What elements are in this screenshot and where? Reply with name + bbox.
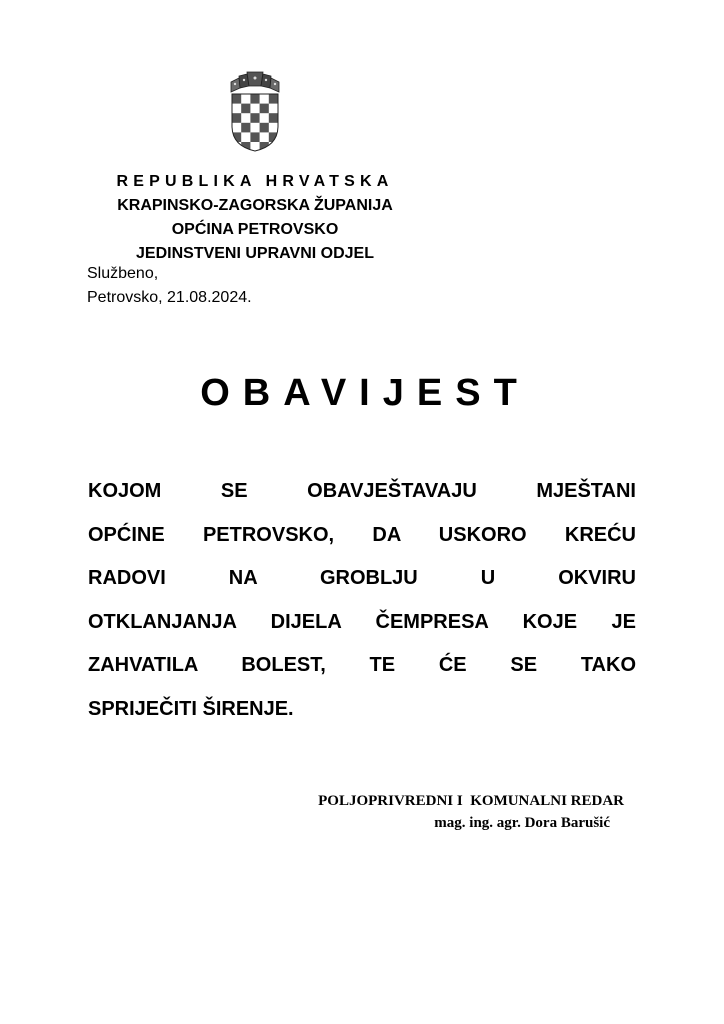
county-name: KRAPINSKO-ZAGORSKA ŽUPANIJA (117, 197, 393, 214)
place-date: Petrovsko, 21.08.2024. (87, 289, 252, 306)
body-line: KOJOM SE OBAVJEŠTAVAJU MJEŠTANI (88, 480, 636, 502)
signature-block (260, 790, 624, 834)
body-line: OTKLANJANJA DIJELA ČEMPRESA KOJE JE (88, 610, 636, 633)
page-title: OBAVIJEST (200, 372, 530, 414)
body-line: ZAHVATILA BOLEST, TE ĆE SE TAKO (88, 654, 636, 677)
signatory-name: mag. ing. agr. Dora Barušić (434, 815, 610, 831)
issuer-header (80, 170, 430, 266)
body-line: RADOVI NA GROBLJU U OKVIRU (88, 567, 636, 590)
notice-body (88, 470, 636, 732)
body-line: OPĆINE PETROVSKO, DA USKORO KREĆU (88, 523, 636, 546)
document-meta (87, 262, 252, 310)
body-line: SPRIJEČITI ŠIRENJE. (88, 697, 294, 720)
municipality-name: OPĆINA PETROVSKO (171, 221, 339, 238)
country-name: REPUBLIKA HRVATSKA (116, 173, 394, 190)
croatian-coat-of-arms-icon (229, 70, 281, 152)
department-name: JEDINSTVENI UPRAVNI ODJEL (136, 245, 374, 262)
signatory-role: POLJOPRIVREDNI I KOMUNALNI REDAR (318, 793, 624, 809)
classification-label: Službeno, (87, 265, 159, 282)
